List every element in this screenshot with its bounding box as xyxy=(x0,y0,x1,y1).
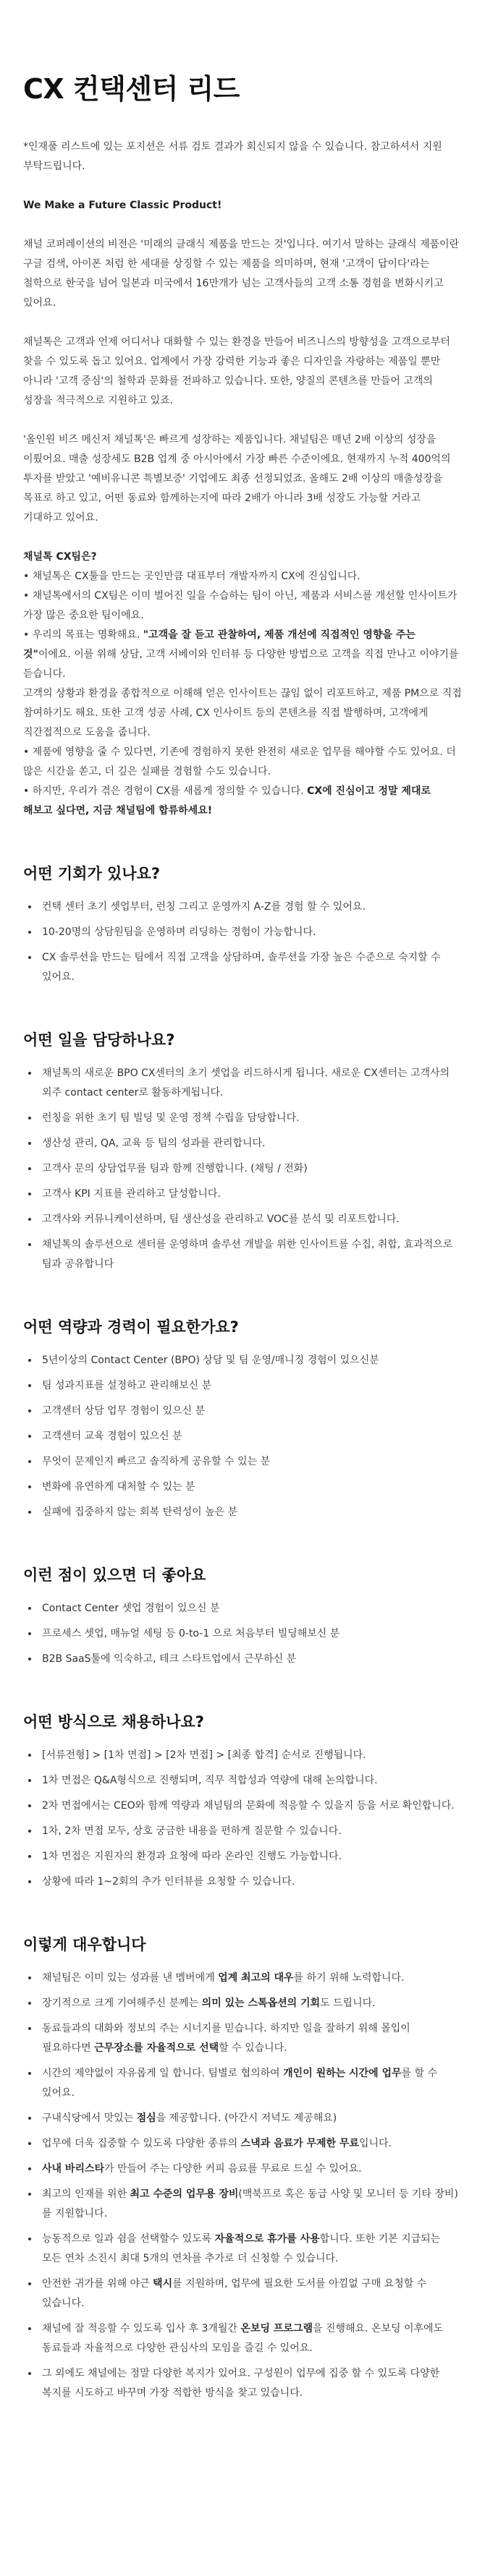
tagline-text: We Make a Future Classic Product! xyxy=(23,200,222,211)
cx-team-block xyxy=(23,547,462,821)
list-item: • 2차 면접에서는 CEO와 함께 역량과 채널팀의 문화에 적응할 수 있을지 등을 서로 확인합니다. xyxy=(39,1796,462,1816)
list-item: • B2B SaaS툴에 익숙하고, 테크 스타트업에서 근무하신 분 xyxy=(39,1650,462,1669)
list-item: • 10-20명의 상담원팀을 운영하며 리딩하는 경험이 가능합니다. xyxy=(39,923,462,942)
list-item: • [서류전형] > [1차 면접] > [2차 면접] > [최종 합격] 순서로 진행됩니다. xyxy=(39,1746,462,1765)
section-heading: 이렇게 대우합니다 xyxy=(23,1936,146,1953)
pool-notice: *인재풀 리스트에 있는 포지션은 서류 검토 결과가 회신되지 않을 수 있습니다. 참고하셔서 지원 부탁드립니다. xyxy=(23,141,442,172)
list-item: • 채널톡의 새로운 BPO CX센터의 초기 셋업을 리드하시게 됩니다. 새로운 CX센터는 고객사의 외주 contact center로 활동하게됩니다. xyxy=(39,1064,462,1103)
intro-paragraph: 채널 코퍼레이션의 비전은 '미래의 클래식 제품을 만드는 것'입니다. 여기서 말하는 클래식 제품이란 구글 검색, 아이폰 처럼 한 세대를 상징할 수 있는 제품을 의미하며, 현재 '고객이 답이다'라는 철학으로 한국을 넘어 일본과 미국에서 16만개가 넘는 고객사들의 고객 소통 경험을 변화시키고 있어요. xyxy=(23,239,460,309)
list-item: • 변화에 유연하게 대처할 수 있는 분 xyxy=(39,1477,462,1497)
intro-paragraph: 채널톡은 고객과 언제 어디서나 대화할 수 있는 환경을 만들어 비즈니스의 방향성을 고객으로부터 찾을 수 있도록 돕고 있어요. 업계에서 가장 강력한 기능과 좋은 디자인을 자랑하는 제품일 뿐만 아니라 '고객 중심'의 철학과 문화를 전파하고 있습니다. 또한, 양질의 콘텐츠를 만들어 고객의 성장을 적극적으로 지원하고 있죠. xyxy=(23,336,450,406)
list-item: • 5년이상의 Contact Center (BPO) 상담 및 팀 운영/매니징 경험이 있으신분 xyxy=(39,1351,462,1370)
cx-team-heading: 채널톡 CX팀은? xyxy=(23,551,97,563)
list-item: • 런칭을 위한 초기 팀 빌딩 및 운영 정책 수립을 담당합니다. xyxy=(39,1109,462,1128)
list-item: • 시간의 제약없이 자유롭게 일 합니다. 팀별로 협의하여 개인이 원하는 시간에 업무를 할 수 있어요. xyxy=(39,2064,462,2103)
list-item: • 1차 면접은 지원자의 환경과 요청에 따라 온라인 진행도 가능합니다. xyxy=(39,1847,462,1867)
list-item: • 생산성 관리, QA, 교육 등 팀의 성과를 관리합니다. xyxy=(39,1134,462,1153)
list-item: • 컨택 센터 초기 셋업부터, 런칭 그리고 운영까지 A-Z를 경험 할 수 있어요. xyxy=(39,897,462,917)
list-item: • 능동적으로 일과 쉼을 선택할수 있도록 자율적으로 휴가를 사용합니다. 또한 기본 지급되는 모든 연차 소진시 최대 5개의 연차를 추가로 더 신청할 수 있습니다. xyxy=(39,2230,462,2269)
bullet-list xyxy=(23,1064,462,1274)
bullet-list xyxy=(23,1351,462,1522)
list-item: • 고객사와 커뮤니케이션하며, 팀 생산성을 관리하고 VOC를 분석 및 리포트합니다. xyxy=(39,1210,462,1229)
cx-team-line: • 제품에 영향을 줄 수 있다면, 기존에 경험하지 못한 완전히 새로운 업무를 해야할 수도 있어요. 더 많은 시간을 쏟고, 더 깊은 실패를 경험할 수도 있습니다. xyxy=(23,746,456,777)
section-preferred xyxy=(23,1564,462,1669)
section-heading: 어떤 방식으로 채용하나요? xyxy=(23,1713,204,1731)
bullet-list xyxy=(23,1969,462,2403)
list-item: • 고객사 문의 상담업무를 팀과 함께 진행합니다. (채팅 / 전화) xyxy=(39,1159,462,1179)
cx-team-line: 고객의 상황과 환경을 종합적으로 이해해 얻은 인사이트는 끊임 없이 리포트하고, 제품 PM으로 직접 참여하기도 해요. 또한 고객 성공 사례, CX 인사이트 등의 콘텐츠를 직접 발행하며, 고객에게 직간접적으로 도움을 줍니다. xyxy=(23,688,462,738)
list-item: • 고객센터 교육 경험이 있으신 분 xyxy=(39,1427,462,1446)
list-item: • 1차, 2차 면접 모두, 상호 궁금한 내용을 편하게 질문할 수 있습니다. xyxy=(39,1822,462,1841)
section-heading: 이런 점이 있으면 더 좋아요 xyxy=(23,1566,206,1584)
section-responsibilities xyxy=(23,1029,462,1274)
cx-team-line: • 채널톡은 CX툴을 만드는 곳인만큼 대표부터 개발자까지 CX에 진심입니다. xyxy=(23,571,360,582)
list-item: • 구내식당에서 맛있는 점심을 제공합니다. (아간시 저녁도 제공해요) xyxy=(39,2109,462,2128)
page-title: CX 컨택센터 리드 xyxy=(23,73,240,105)
bullet-list xyxy=(23,897,462,987)
list-item: • 고객사 KPI 지표를 관리하고 달성합니다. xyxy=(39,1185,462,1204)
list-item: • 상황에 따라 1~2회의 추가 인터뷰를 요청할 수 있습니다. xyxy=(39,1872,462,1892)
section-process xyxy=(23,1711,462,1892)
list-item: • CX 솔루션을 만드는 팀에서 직접 고객을 상담하며, 솔루션을 가장 높은 수준으로 숙지할 수 있어요. xyxy=(39,948,462,987)
section-requirements xyxy=(23,1316,462,1522)
intro-paragraph: '올인원 비즈 메신저 채널톡'은 빠르게 성장하는 제품입니다. 채널팀은 매년 2배 이상의 성장을 이뤘어요. 매출 성장세도 B2B 업계 중 아시아에서 가장 빠른 수준이에요. 현재까지 누적 400억의 투자를 받았고 '예비유니콘 특별보증' 기업에도 최종 선정되었죠. 올해도 2배 이상의 매출성장을 목표로 하고 있고, 어떤 동료와 함께하는지에 따라 2배가 아니라 3배 성장도 가능할 거라고 기대하고 있어요. xyxy=(23,434,451,524)
list-item: • 1차 면접은 Q&A형식으로 진행되며, 직무 적합성과 역량에 대해 논의합니다. xyxy=(39,1771,462,1791)
bullet-list xyxy=(23,1599,462,1669)
list-item: • 그 외에도 채널에는 정말 다양한 복지가 있어요. 구성원이 업무에 집중 할 수 있도록 다양한 복지를 시도하고 바꾸며 가장 적합한 방식을 찾고 있습니다. xyxy=(39,2364,462,2403)
list-item: • 실패에 집중하지 않는 회복 탄력성이 높은 분 xyxy=(39,1503,462,1522)
section-heading: 어떤 기회가 있나요? xyxy=(23,865,161,882)
list-item: • 채널톡의 솔루션으로 센터를 운영하며 솔루션 개발을 위한 인사이트를 수집, 취합, 효과적으로 팀과 공유합니다 xyxy=(39,1235,462,1274)
list-item: • Contact Center 셋업 경험이 있으신 분 xyxy=(39,1599,462,1618)
section-heading: 어떤 일을 담당하나요? xyxy=(23,1031,175,1049)
list-item: • 최고의 인재를 위한 최고 수준의 업무용 장비(맥북프로 혹은 동급 사양 및 모니터 등 기타 장비)를 지원합니다. xyxy=(39,2185,462,2224)
bullet-list xyxy=(23,1746,462,1892)
list-item: • 안전한 귀가를 위해 야근 택시를 지원하며, 업무에 필요한 도서를 아낌없 구매 요청할 수 있습니다. xyxy=(39,2274,462,2313)
section-heading: 어떤 역량과 경력이 필요한가요? xyxy=(23,1318,239,1336)
list-item: • 프로세스 셋업, 매뉴얼 세팅 등 0-to-1 으로 처음부터 빌딩해보신 분 xyxy=(39,1624,462,1644)
list-item: • 채널에 잘 적응할 수 있도록 입사 후 3개월간 온보딩 프로그램을 진행해요. 온보딩 이후에도 동료들과 자율적으로 다양한 관심사의 모임을 즐길 수 있어요. xyxy=(39,2319,462,2358)
list-item: • 무엇이 문제인지 빠르고 솔직하게 공유할 수 있는 분 xyxy=(39,1452,462,1472)
section-benefits xyxy=(23,1934,462,2403)
section-opportunities xyxy=(23,863,462,987)
tagline xyxy=(23,196,462,216)
list-item: • 채널팀은 이미 있는 성과를 낸 멤버에게 업계 최고의 대우를 하기 위해 노력합니다. xyxy=(39,1969,462,1988)
cx-team-line: • 채널톡에서의 CX팀은 이미 벌어진 일을 수습하는 팀이 아닌, 제품과 서비스를 개선할 인사이트가 가장 많은 중요한 팀이에요. xyxy=(23,590,457,621)
list-item: • 팀 성과지표를 설정하고 관리해보신 분 xyxy=(39,1376,462,1396)
list-item: • 업무에 더욱 집중할 수 있도록 다양한 종류의 스낵과 음료가 무제한 무료입니다. xyxy=(39,2134,462,2154)
list-item: • 동료들과의 대화와 정보의 주는 시너지를 믿습니다. 하지만 일을 잘하기 위해 몰입이 필요하다면 근무장소를 자율적으로 선택할 수 있습니다. xyxy=(39,2019,462,2058)
list-item: • 사내 바리스타가 만들어 주는 다양한 커피 음료를 무료로 드실 수 있어요. xyxy=(39,2159,462,2179)
cx-team-line: • 하지만, 우리가 겪은 경험이 CX를 새롭게 정의할 수 있습니다. CX에 진심이고 정말 제대로 해보고 싶다면, 지금 채널팀에 합류하세요! xyxy=(23,785,431,816)
list-item: • 장기적으로 크게 기여해주신 분께는 의미 있는 스톡옵션의 기회도 드립니다. xyxy=(39,1994,462,2013)
cx-team-line: • 우리의 목표는 명확해요. "고객을 잘 듣고 관찰하여, 제품 개선에 직접적인 영향을 주는 것"이에요. 이를 위해 상담, 고객 서베이와 인터뷰 등 다양한 방법으로 고객을 직접 만나고 이야기를 듣습니다. xyxy=(23,629,459,680)
list-item: • 고객센터 상담 업무 경험이 있으신 분 xyxy=(39,1402,462,1421)
